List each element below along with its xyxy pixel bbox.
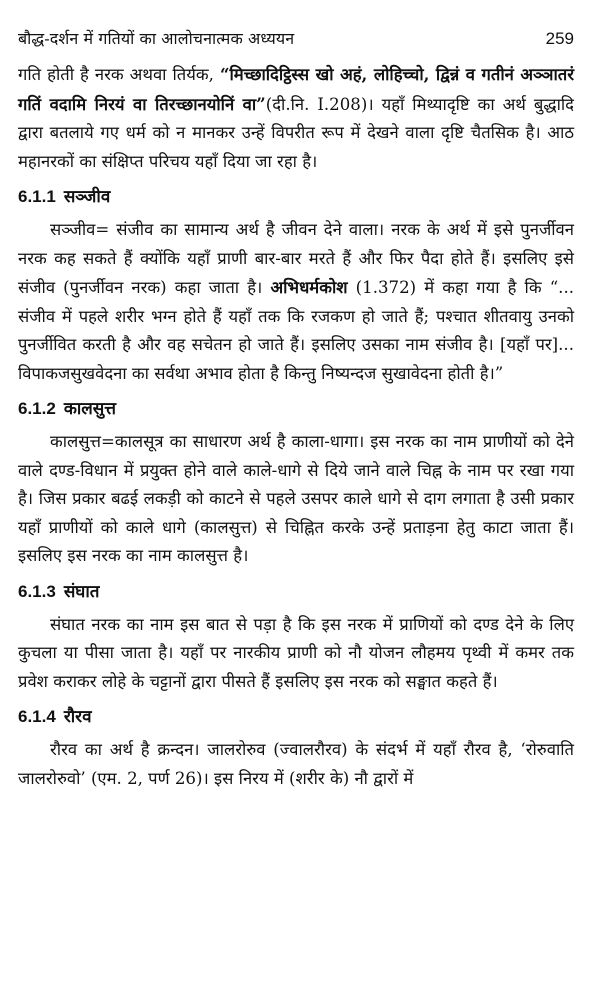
paragraph-text: (1.372) में कहा गया है कि “... संजीव में पहले शरीर भग्न होते हैं यहाँ तक कि रजकण हो जाते हैं; पश्चात शीतवायु उनको पुनर्जीवित करती है और वह सचेतन हो जाते हैं। इसलिए उसका नाम संजीव है। [यहाँ पर]... विपाकजसुखवेदना का सर्वथा अभाव होता है किन्तु निष्यन्दज सुखावेदना होती है।” [18, 278, 574, 383]
section-paragraph [18, 216, 574, 388]
section-number: 6.1.4 [18, 707, 56, 726]
running-header [18, 28, 574, 50]
paragraph-text: सञ्जीव= संजीव का सामान्य अर्थ है जीवन देने वाला। नरक के अर्थ में इसे पुनर्जीवन नरक कह सकते हैं क्योंकि यहाँ प्राणी बार-बार मरते हैं और फिर पैदा होते हैं। इसलिए इसे संजीव (पुनर्जीवन नरक) कहा जाता है। [18, 220, 574, 297]
section-paragraph: कालसुत्त=कालसूत्र का साधारण अर्थ है काला-धागा। इस नरक का नाम प्राणीयों को देने वाले दण्ड-विधान में प्रयुक्त होने वाले काले-धागे से दिये जाने वाले चिह्न के नाम पर रखा गया है। जिस प्रकार बढई लकड़ी को काटने से पहले उसपर काले धागे से दाग लगाता है उसी प्रकार यहाँ प्राणीयों को काले धागे (कालसुत्त) से चिह्नित करके उन्हें प्रताड़ना हेतु काटा जाता हैं। इसलिए इस नरक का नाम कालसुत्त है। [18, 432, 574, 565]
intro-text: गति होती है नरक अथवा तिर्यक, [18, 65, 220, 84]
intro-paragraph [18, 60, 574, 176]
section-heading-6-1-4 [18, 704, 574, 730]
section-heading-6-1-2 [18, 396, 574, 422]
running-title: बौद्ध-दर्शन में गतियों का आलोचनात्मक अध्ययन [18, 29, 295, 48]
section-number: 6.1.1 [18, 187, 56, 206]
section-paragraph: रौरव का अर्थ है क्रन्दन। जालरोरुव (ज्वालरौरव) के संदर्भ में यहाँ रौरव है, ‘रोरुवाति जालरोरुवो’ (एम. 2, पर्ण 26)। इस निरय में (शरीर के) नौ द्वारों में [18, 740, 574, 788]
section-title: संघात [63, 581, 100, 602]
section-heading-6-1-1 [18, 184, 574, 210]
section-title: सञ्जीव [63, 187, 111, 207]
bold-term: अभिधर्मकोश [270, 277, 348, 297]
page-number: 259 [545, 29, 574, 48]
section-heading-6-1-3 [18, 579, 574, 605]
section-paragraph: संघात नरक का नाम इस बात से पड़ा है कि इस नरक में प्राणियों को दण्ड देने के लिए कुचला या पीसा जाता है। यहाँ पर नारकीय प्राणी को नौ योजन लौहमय पृथ्वी में कमर तक प्रवेश कराकर लोहे के चट्टानों द्वारा पीसते हैं इसलिए इस नरक को सङ्घात कहते हैं। [18, 614, 574, 691]
pali-quote: “मिच्छादिट्ठिस्स खो अहं, लोहिच्चो, द्विन्नं व गतीनं अञ्ञातरं गतिं वदामि निरयं वा तिरच्छानयोनिं वा” [18, 64, 574, 114]
section-number: 6.1.2 [18, 399, 56, 418]
section-title: कालसुत्त [63, 399, 117, 419]
section-number: 6.1.3 [18, 581, 56, 601]
section-title: रौरव [63, 707, 92, 727]
intro-text-continued: (दी.नि. I.208)। यहाँ मिथ्यादृष्टि का अर्थ बुद्धादि द्वारा बतलाये गए धर्म को न मानकर उन्हें विपरीत रूप में देखने वाला दृष्टि चैतसिक है। आठ महानरकों का संक्षिप्त परिचय यहाँ दिया जा रहा है। [18, 94, 574, 171]
